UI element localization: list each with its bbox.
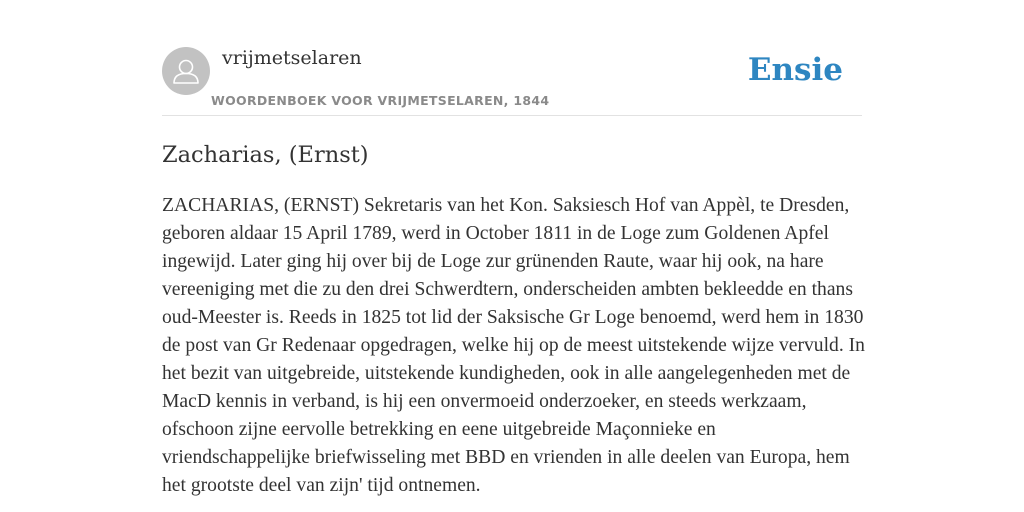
user-icon[interactable] bbox=[162, 47, 210, 95]
content-container bbox=[162, 0, 865, 496]
ensie-logo[interactable]: Ensie bbox=[747, 52, 843, 88]
entry-body: ZACHARIAS, (ERNST) Sekretaris van het Kon. Saksiesch Hof van Appèl, te Dresden, geboren aldaar 15 April 1789, werd in October 1811 in de Loge zum Goldenen Apfel ingewijd. Later ging hij over bij de Loge zur grünenden Raute, waar hij ook, na hare vereeniging met die zu den drei Schwerdtern, onderscheiden ambten bekleedde en thans oud-Meester is. Reeds in 1825 tot lid der Saksische Gr Loge benoemd, werd hem in 1830 de post van Gr Redenaar opgedragen, welke hij op de meest uitstekende wijze vervuld. In het bezit van uitgebreide, uitstekende kundigheden, ook in alle aangelegenheden met de MacD kennis in verband, is hij een onvermoeid onderzoeker, en steeds werkzaam, ofschoon zijne eervolle betrekking en eene uitgebreide Maçonnieke en vriendschappelijke briefwisseling met BBD en vrienden in alle deelen van Europa, hem het grootste deel van zijn' tijd ontnemen. bbox=[162, 195, 865, 496]
entry-header bbox=[162, 0, 862, 116]
source-link[interactable]: WOORDENBOEK VOOR VRIJMETSELAREN, 1844 bbox=[211, 93, 550, 108]
entry-title: Zacharias, (Ernst) bbox=[162, 142, 369, 168]
author-link[interactable]: vrijmetselaren bbox=[222, 47, 362, 69]
